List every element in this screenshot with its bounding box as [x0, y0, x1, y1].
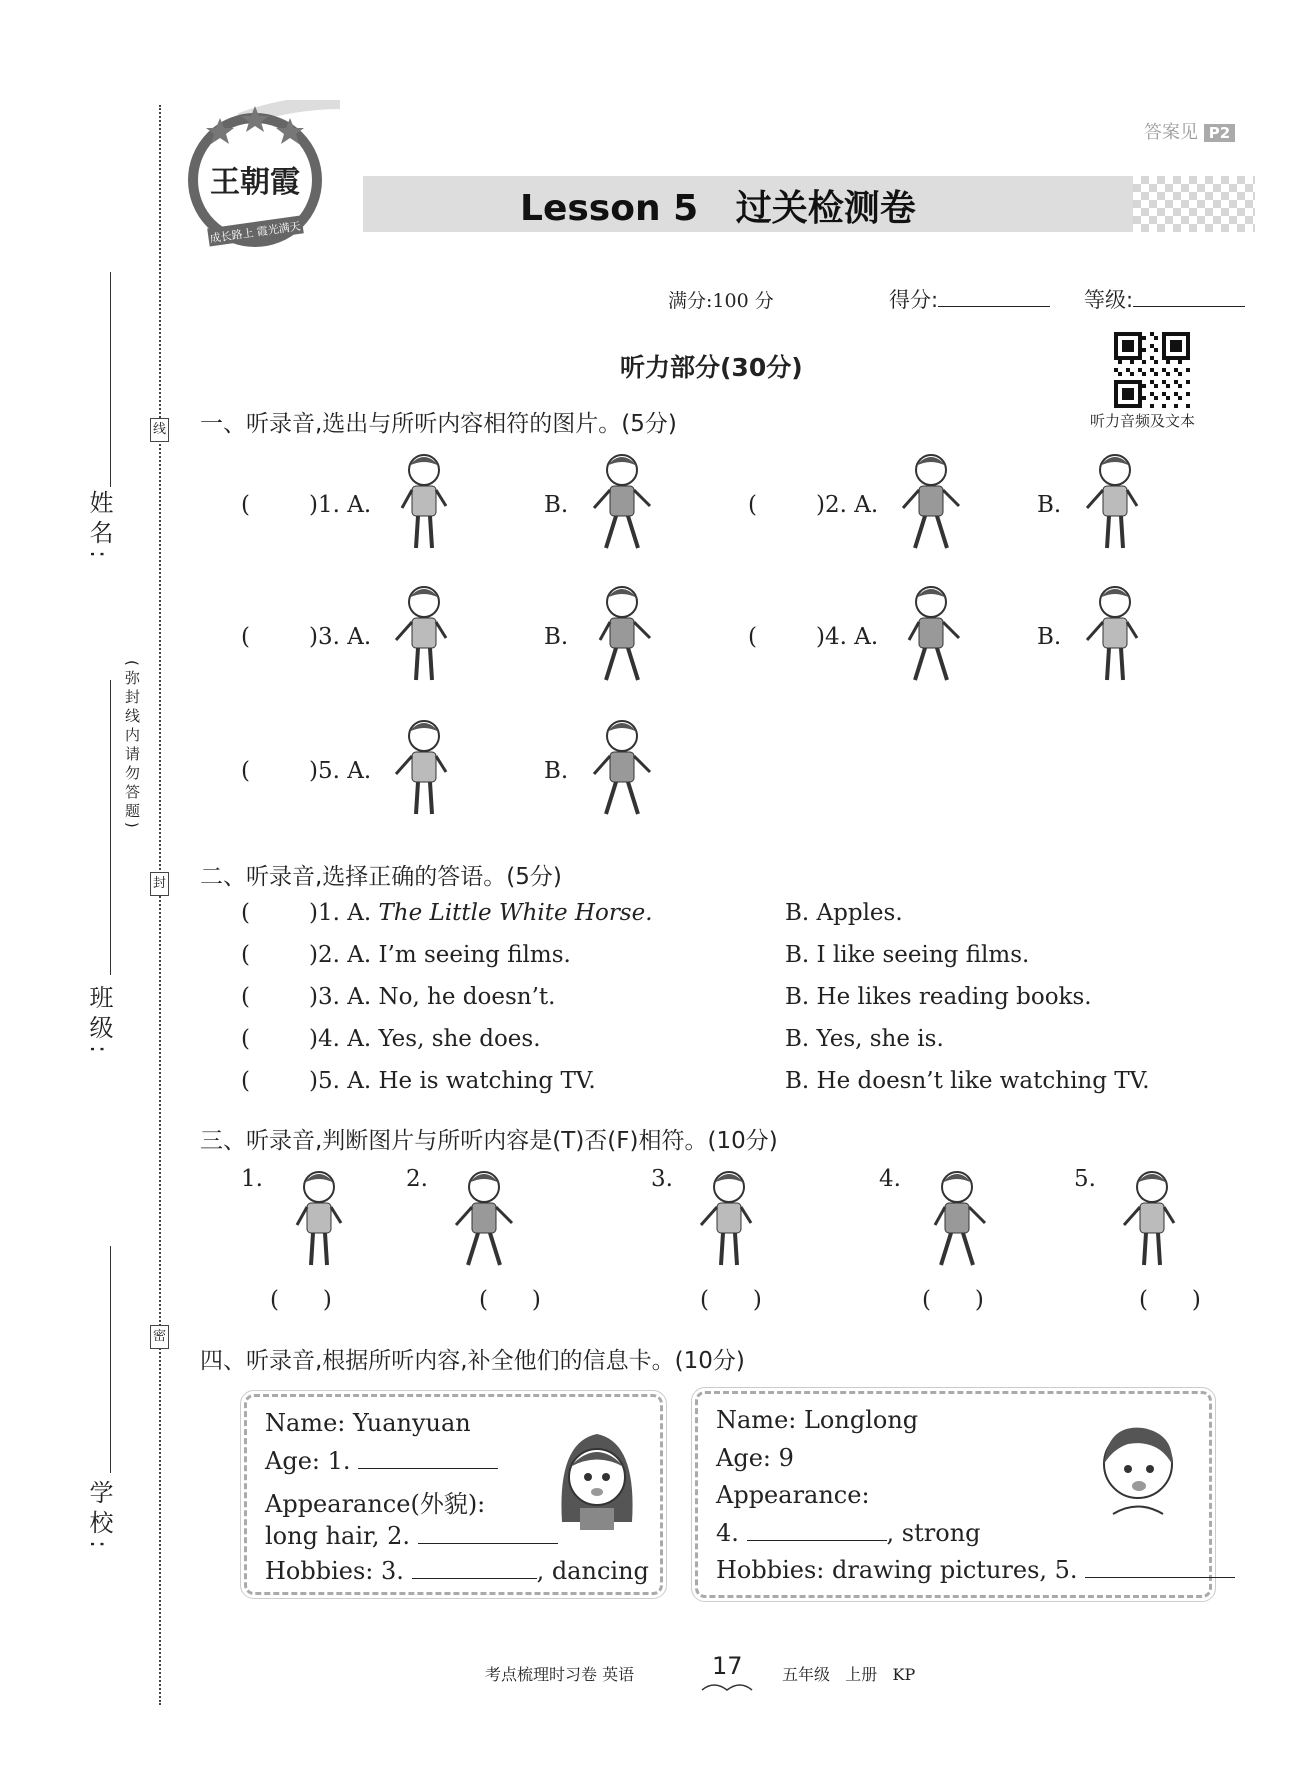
title-checker-pattern [1133, 176, 1255, 232]
shopping-cart-image [572, 714, 672, 824]
option-b: B. Apples. [785, 900, 903, 926]
name-line [110, 272, 111, 487]
option-b-picture [572, 714, 672, 828]
judge-picture [434, 1165, 534, 1279]
judge-number: 3. [651, 1166, 673, 1192]
option-a: )1. A. The Little White Horse. [309, 900, 653, 926]
section-2-heading: 二、听录音,选择正确的答语。(5分) [200, 864, 562, 890]
singing-image [572, 580, 672, 690]
info-card-longlong [695, 1391, 1212, 1598]
card2-appearance: Appearance: [716, 1481, 870, 1509]
listening-part-title: 听力部分(30分) [620, 353, 803, 382]
option-b: B. I like seeing films. [785, 942, 1030, 968]
section-1-heading: 一、听录音,选出与所听内容相符的图片。(5分) [200, 411, 677, 437]
option-b-picture [572, 448, 672, 562]
card2-name: Name: Longlong [716, 1406, 919, 1434]
answer-paren-5[interactable]: ( [241, 758, 250, 784]
card1-hair: long hair, 2. [265, 1522, 558, 1550]
answer-paren[interactable]: ( [241, 1026, 250, 1052]
blank-2[interactable] [418, 1524, 558, 1544]
answer-paren[interactable]: ( [241, 942, 250, 968]
option-a-picture [374, 580, 474, 694]
score-label: 得分: [889, 288, 939, 312]
full-score: 满分:100 分 [668, 290, 774, 312]
answer-paren-3[interactable]: ( [241, 624, 250, 650]
option-b-label: B. [544, 758, 569, 784]
seal-seal-mark: 封 [150, 872, 169, 896]
class-label: 班级: [85, 985, 113, 1060]
card1-name: Name: Yuanyuan [265, 1409, 471, 1437]
option-a: )2. A. I’m seeing films. [309, 942, 571, 968]
option-b: B. Yes, she is. [785, 1026, 944, 1052]
judge-picture [1102, 1165, 1202, 1279]
judge-number: 2. [406, 1166, 428, 1192]
playing-basketball-image [572, 448, 672, 558]
grandma-reading-image [881, 448, 981, 558]
page-title: Lesson 5 过关检测卷 [520, 188, 916, 229]
card1-hobbies: Hobbies: 3. , dancing [265, 1557, 649, 1585]
judge-bracket[interactable]: ( ) [922, 1287, 984, 1313]
playing-football-image [374, 448, 474, 558]
question-label-2: )2. A. [816, 492, 879, 518]
seal-secret-mark: 密 [150, 1325, 169, 1349]
answer-paren-1[interactable]: ( [241, 492, 250, 518]
option-a-picture [374, 714, 474, 828]
judge-number: 1. [241, 1166, 263, 1192]
score-blank [938, 287, 1050, 307]
skating-image [374, 714, 474, 824]
judge-bracket[interactable]: ( ) [700, 1287, 762, 1313]
judge-bracket[interactable]: ( ) [1139, 1287, 1201, 1313]
option-a-picture [374, 448, 474, 562]
judge-number: 5. [1074, 1166, 1096, 1192]
footer-right: 五年级 上册 KP [782, 1665, 916, 1684]
shopping-image [679, 1165, 779, 1275]
brand-logo [180, 100, 340, 260]
grade-field [1084, 284, 1245, 314]
judge-number: 4. [879, 1166, 901, 1192]
card2-hobbies: Hobbies: drawing pictures, 5. [716, 1556, 1235, 1584]
option-b-label: B. [544, 624, 569, 650]
answer-paren[interactable]: ( [241, 984, 250, 1010]
option-a-picture [881, 448, 981, 562]
book-icon [700, 1680, 754, 1692]
info-card-yuanyuan [244, 1394, 663, 1595]
blank-1[interactable] [358, 1449, 498, 1469]
answer-paren-2[interactable]: ( [748, 492, 757, 518]
blank-4[interactable] [747, 1521, 887, 1541]
option-b: B. He doesn’t like watching TV. [785, 1068, 1150, 1094]
girl-portrait-image [552, 1422, 642, 1532]
footer-left: 考点梳理时习卷 英语 [485, 1665, 635, 1684]
boy-portrait-image [1088, 1414, 1188, 1524]
judge-picture [907, 1165, 1007, 1279]
binding-dashed-line [159, 105, 161, 1705]
judge-picture [269, 1165, 369, 1279]
option-a: )5. A. He is watching TV. [309, 1068, 596, 1094]
class-line [110, 680, 111, 975]
question-label-3: )3. A. [309, 624, 372, 650]
grandma-watching-tv-image [1065, 448, 1165, 558]
grade-label: 等级: [1084, 288, 1134, 312]
seal-line-mark: 线 [150, 418, 169, 442]
score-field [889, 284, 1050, 314]
option-a: )3. A. No, he doesn’t. [309, 984, 556, 1010]
logo-text: 王朝霞 [210, 165, 300, 200]
card2-age: Age: 9 [716, 1444, 794, 1472]
card1-appearance: Appearance(外貌): [265, 1490, 486, 1518]
card2-item4: 4. , strong [716, 1519, 981, 1547]
binding-hint: (弥封线内请勿答题) [123, 660, 141, 832]
option-b: B. He likes reading books. [785, 984, 1092, 1010]
answer-page-badge: P2 [1204, 124, 1235, 142]
watching-film-image [1102, 1165, 1202, 1275]
option-b-label: B. [544, 492, 569, 518]
answer-paren-4[interactable]: ( [748, 624, 757, 650]
question-label-5: )5. A. [309, 758, 372, 784]
judge-bracket[interactable]: ( ) [270, 1287, 332, 1313]
option-b-label: B. [1037, 624, 1062, 650]
card1-age: Age: 1. [265, 1447, 498, 1475]
qr-code-icon[interactable] [1114, 332, 1190, 408]
qr-label: 听力音频及文本 [1090, 412, 1196, 430]
school-label: 学校: [85, 1480, 113, 1555]
question-label-4: )4. A. [816, 624, 879, 650]
option-b-picture [1065, 580, 1165, 694]
listening-music-image [374, 580, 474, 690]
answer-paren[interactable]: ( [241, 900, 250, 926]
name-label: 姓名: [85, 490, 113, 565]
judge-picture [679, 1165, 779, 1279]
option-b-label: B. [1037, 492, 1062, 518]
svg-text:成长路上 霞光满天: 成长路上 霞光满天 [208, 219, 302, 246]
swimming-image [434, 1165, 534, 1275]
taking-photos-image [1065, 580, 1165, 690]
answer-paren[interactable]: ( [241, 1068, 250, 1094]
page-number: 17 [712, 1652, 743, 1680]
blank-3[interactable] [412, 1559, 537, 1579]
section-4-heading: 四、听录音,根据所听内容,补全他们的信息卡。(10分) [200, 1348, 745, 1374]
painting-image [881, 580, 981, 690]
option-b-picture [1065, 448, 1165, 562]
option-b-picture [572, 580, 672, 694]
grade-blank [1133, 287, 1245, 307]
riding-bike-image [907, 1165, 1007, 1275]
judge-bracket[interactable]: ( ) [479, 1287, 541, 1313]
blank-5[interactable] [1085, 1558, 1235, 1578]
question-label-1: )1. A. [309, 492, 372, 518]
option-a-picture [881, 580, 981, 694]
option-a: )4. A. Yes, she does. [309, 1026, 541, 1052]
playing-violin-image [269, 1165, 369, 1275]
school-line [110, 1246, 111, 1473]
answer-reference: 答案见 P2 [1144, 118, 1235, 144]
section-3-heading: 三、听录音,判断图片与所听内容是(T)否(F)相符。(10分) [200, 1128, 778, 1154]
